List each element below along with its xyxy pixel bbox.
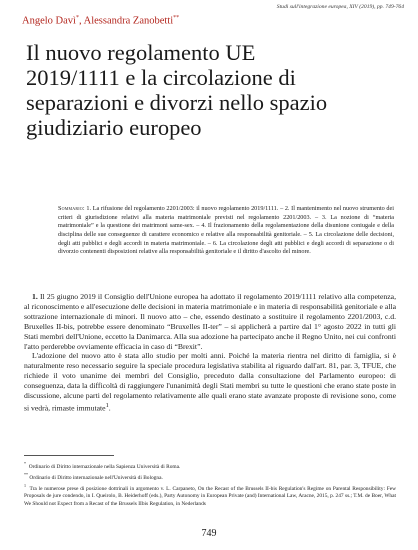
footnote-2-text: Ordinario di Diritto internazionale nell'Università di Bologna. <box>29 474 163 481</box>
body-paragraph-2 <box>24 351 396 413</box>
authors-line <box>22 15 179 27</box>
summary-label: Sommario: <box>58 205 85 212</box>
body-paragraph-1 <box>24 292 396 351</box>
summary-block <box>58 205 394 257</box>
title-line-3: separazioni e divorzi nello spazio <box>26 90 328 115</box>
section-number: 1. <box>32 292 38 301</box>
article-body <box>24 292 396 413</box>
journal-header: Studi sull'integrazione europea, XIV (2019), pp. 749-764 <box>276 4 404 10</box>
footnote-1 <box>24 460 396 471</box>
footnote-3 <box>24 482 396 508</box>
title-line-2: 2019/1111 e la circolazione di <box>26 65 296 90</box>
article-title <box>26 40 406 140</box>
footnote-2-mark: ** <box>24 472 28 478</box>
footnote-divider <box>24 455 114 456</box>
footnote-2 <box>24 471 396 482</box>
author-davi: Angelo Davì <box>22 15 76 27</box>
footnote-3-mark: 1 <box>24 483 26 489</box>
footnote-1-text: Ordinario di Diritto internazionale nella Sapienza Università di Roma. <box>28 463 181 470</box>
body-paragraph-2-text: L'adozione del nuovo atto è stata allo studio per molti anni. Poiché la materia rientra nel diritto di famiglia, si è naturalmente reso necessario seguire la speciale procedura legislativa stabilita al riguardo dall'art. 81, par. 3, TFUE, che richiede il voto unanime dei membri del Consiglio, preceduto dalla consultazione del Parlamento europeo: di conseguenza, data la difficoltà di raggiungere l'unanimità degli Stati membri su tutte le questioni che erano state poste in discussione, alcune parti del regolamento relativamente alle quali erano state avanzate proposte di revisione sono, come si vedrà, rimaste immutate <box>24 351 396 413</box>
author-note-mark-1: * <box>75 15 79 21</box>
title-line-4: giudiziario europeo <box>26 115 202 140</box>
footnote-1-mark: * <box>24 461 26 466</box>
body-paragraph-1-text: Il 25 giugno 2019 il Consiglio dell'Unione europea ha adottato il regolamento 2019/1111 relativo alla competenza, al riconoscimento e all'esecuzione delle decisioni in materia matrimoniale e in materia di responsabilità genitoriale e alla sottrazione internazionale di minori. Il nuovo atto – che, essendo destinato a sostituire il regolamento 2201/2003, c.d. Bruxelles II-bis, potrebbe essere denominato “Bruxelles II-ter” – si applicherà a partire dal 1° agosto 2022 in tutti gli Stati membri dell'Unione, eccetto la Danimarca. Alla sua adozione ha partecipato anche il Regno Unito, nei cui confronti l'atto perderebbe ovviamente efficacia in caso di “Brexit”. <box>24 292 397 351</box>
summary-text: 1. La rifusione del regolamento 2201/2003: il nuovo regolamento 2019/1111. – 2. Il mantenimento nel nuovo strumento dei criteri di giurisdizione relativi alla materia matrimoniale previsti nel regolamento 2201/2003. – 3. La nozione di “materia matrimoniale” e la questione dei matrimoni same-sex. – 4. Il frazionamento della regolamentazione della disunione coniugale e della disciplina delle sue conseguenze di carattere economico e relative alla responsabilità genitoriale. – 5. La circolazione delle decisioni, degli atti pubblici e degli accordi in materia matrimoniale. – 6. La circolazione degli atti pubblici e degli accordi di separazione o di divorzio contenenti disposizioni relative alla responsabilità genitoriale e il diritto d'ascolto del minore. <box>58 205 394 256</box>
footnotes-block <box>24 460 396 508</box>
author-zanobetti: , Alessandra Zanobetti <box>78 15 174 27</box>
title-line-1: Il nuovo regolamento UE <box>26 40 256 65</box>
footnote-ref-1[interactable]: 1 <box>105 401 109 409</box>
author-note-mark-2: ** <box>173 15 180 21</box>
body-paragraph-2-end: . <box>108 403 111 413</box>
page-number: 749 <box>201 528 217 539</box>
footnote-3-text: Tra le numerose prese di posizione dottrinali in argomento v. L. Carpaneto, On the Recast of the Brussels II-bis Regulation's Regime on Parental Responsibility: Few Proposals de jure condendo, in I. Queirolo, B. Heiderhoff (eds.), Party Autonomy in European Private (and) International Law, Aracne, 2015, p. 247 ss.; T.M. de Boer, What We Should not Expect from a Recast of the Brussels IIbis Regulation, in Nederlands <box>24 485 396 507</box>
